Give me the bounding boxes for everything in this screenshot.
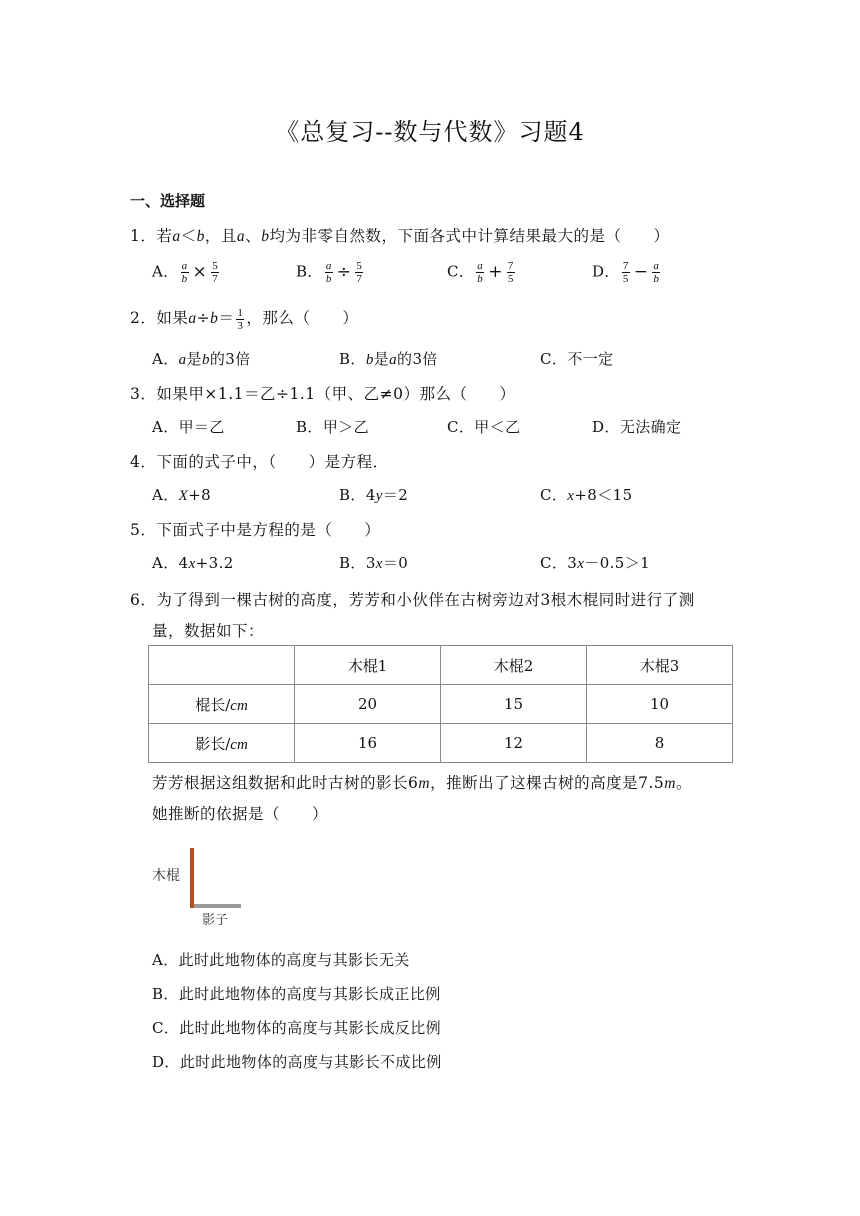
option-text: 3 [567, 554, 578, 572]
q1-text: ，且 [204, 227, 237, 245]
stick-shadow-figure [150, 845, 250, 930]
option-label: C． [447, 262, 475, 281]
q1-option-c[interactable] [447, 260, 517, 285]
var-x: x [567, 488, 575, 504]
option-label: D． [592, 262, 620, 281]
table-header-cell: 木棍1 [295, 646, 441, 685]
table-row [149, 724, 733, 763]
numerator: 1 [237, 306, 244, 319]
fraction [211, 260, 219, 285]
q1-text: 均为非零自然数，下面各式中计算结果最大的是（ ） [269, 227, 670, 245]
var-a: a [188, 310, 197, 327]
option-text: 4 [178, 554, 189, 572]
q2-number: 2． [130, 309, 157, 327]
row-label-text: 棍长/ [195, 695, 231, 714]
stick-bar [190, 848, 194, 908]
q3-option-a[interactable]: A．甲＝乙 [152, 418, 225, 436]
q4-option-b[interactable] [339, 484, 408, 505]
q6-option-a[interactable]: A．此时此地物体的高度与其影长无关 [152, 951, 410, 969]
fraction [236, 307, 244, 332]
table-cell: 10 [587, 685, 733, 724]
q1-text: 、 [245, 227, 262, 245]
operator: ＝ [218, 309, 235, 327]
numerator: 7 [622, 260, 629, 272]
var-b: b [196, 228, 205, 245]
option-label: C． [540, 486, 568, 504]
option-label: B． [339, 350, 366, 368]
q1-number: 1． [130, 227, 157, 245]
numerator: a [181, 260, 188, 272]
var-x: x [188, 556, 196, 572]
operator: ÷ [196, 309, 211, 327]
var-x: x [375, 556, 383, 572]
denominator: 3 [237, 319, 244, 332]
q5-option-b[interactable] [339, 552, 408, 573]
operator: × [192, 261, 208, 282]
q3-option-b[interactable]: B．甲＞乙 [296, 418, 370, 436]
question-5: 5．下面式子中是方程的是（ ） [130, 521, 381, 539]
q2-text: ，那么（ ） [246, 309, 359, 327]
var-b: b [365, 352, 374, 368]
shadow-label: 影子 [202, 913, 229, 928]
q6-option-c[interactable]: C．此时此地物体的高度与其影长成反比例 [152, 1019, 442, 1037]
q3-option-d[interactable]: D．无法确定 [592, 418, 682, 436]
question-3: 3．如果甲×1.1＝乙÷1.1（甲、乙≠0）那么（ ） [130, 385, 516, 403]
option-label: A． [152, 554, 179, 572]
table-header-cell [149, 646, 295, 685]
q1-text: 若 [156, 227, 173, 245]
fraction [325, 260, 333, 285]
fraction [507, 260, 515, 285]
table-cell: 8 [587, 724, 733, 763]
question-4: 4．下面的式子中，（ ）是方程． [130, 453, 389, 471]
table-header-cell: 木棍3 [587, 646, 733, 685]
q6-text: 。 [675, 774, 692, 792]
numerator: 5 [356, 260, 363, 272]
denominator: 7 [356, 273, 363, 285]
q5-option-a[interactable] [152, 552, 234, 573]
unit: cm [230, 736, 248, 753]
option-text: ＝2 [382, 486, 409, 504]
unit: m [664, 775, 676, 792]
q6-option-b[interactable]: B．此时此地物体的高度与其影长成正比例 [152, 985, 441, 1003]
q4-option-c[interactable] [540, 484, 633, 505]
denominator: 7 [212, 273, 219, 285]
numerator: a [477, 260, 484, 272]
denominator: 5 [507, 273, 514, 285]
q6-followup-line1 [152, 771, 692, 793]
question-6-line1: 6．为了得到一棵古树的高度，芳芳和小伙伴在古树旁边对3根木棍同时进行了测 [130, 591, 695, 609]
var-x: x [577, 556, 585, 572]
fraction [476, 260, 484, 285]
var-b: b [210, 310, 219, 327]
q6-followup-line2: 她推断的依据是（ ） [152, 805, 329, 823]
q1-option-b[interactable] [296, 260, 365, 285]
option-text: 是 [373, 350, 390, 368]
q6-option-d[interactable]: D．此时此地物体的高度与其影长不成比例 [152, 1053, 442, 1071]
option-text: －0.5＞1 [584, 554, 651, 572]
var-a: a [389, 352, 398, 368]
option-label: B． [339, 554, 366, 572]
q6-text: ，推断出了这棵古树的高度是7.5 [430, 774, 665, 792]
numerator: a [325, 260, 332, 272]
option-text: 4 [365, 486, 376, 504]
denominator: b [181, 273, 188, 285]
option-label: B． [339, 486, 366, 504]
q2-option-c[interactable] [540, 348, 613, 369]
var-a: a [236, 228, 246, 245]
q2-option-b[interactable] [339, 348, 438, 369]
table-cell: 15 [441, 685, 587, 724]
table-cell: 12 [441, 724, 587, 763]
var-y: y [375, 488, 383, 504]
fraction [622, 260, 630, 285]
question-6-line2: 量，数据如下： [152, 622, 265, 640]
option-text: +8＜15 [574, 486, 633, 504]
denominator: 5 [622, 273, 629, 285]
numerator: a [653, 260, 660, 272]
option-label: A． [152, 262, 179, 281]
q3-option-c[interactable]: C．甲＜乙 [447, 418, 521, 436]
q5-option-c[interactable] [540, 552, 650, 573]
section-heading: 一、选择题 [130, 192, 206, 210]
unit: cm [230, 697, 248, 714]
q1-option-a[interactable] [152, 260, 221, 285]
question-1 [130, 224, 669, 246]
denominator: b [477, 273, 484, 285]
fraction [355, 260, 363, 285]
fraction [652, 260, 660, 285]
table-header-row [149, 646, 733, 685]
table-header-cell: 木棍2 [441, 646, 587, 685]
stick-shadow-diagram [150, 845, 250, 930]
q1-option-d[interactable] [592, 260, 662, 285]
option-label: A． [152, 350, 179, 368]
shadow-bar [193, 904, 241, 908]
row-label [149, 685, 295, 724]
row-label [149, 724, 295, 763]
option-text: ＝0 [382, 554, 409, 572]
option-text: 不一定 [567, 350, 614, 368]
table-row [149, 685, 733, 724]
operator: + [488, 261, 503, 282]
option-text: +8 [188, 486, 212, 504]
operator: − [633, 261, 649, 282]
option-label: C． [540, 350, 568, 368]
operator: ÷ [336, 261, 352, 282]
var-a: a [178, 352, 187, 368]
option-label: A． [152, 486, 179, 504]
q2-option-a[interactable] [152, 348, 251, 369]
table-cell: 16 [295, 724, 441, 763]
option-label: B． [296, 262, 323, 281]
row-label-text: 影长/ [195, 734, 231, 753]
measurement-table [148, 645, 733, 763]
unit: m [418, 775, 431, 792]
q2-text: 如果 [156, 309, 189, 327]
option-text: +3.2 [195, 554, 234, 572]
var-b: b [201, 352, 210, 368]
q6-text: 芳芳根据这组数据和此时古树的影长6 [152, 774, 419, 792]
denominator: b [653, 273, 660, 285]
option-text: 的3倍 [397, 350, 438, 368]
option-label: C． [540, 554, 568, 572]
var-a: a [172, 228, 181, 245]
option-text: 的3倍 [209, 350, 251, 368]
table-cell: 20 [295, 685, 441, 724]
denominator: b [325, 273, 332, 285]
var-x: X [178, 488, 189, 504]
numerator: 7 [507, 260, 514, 272]
q1-text: ＜ [180, 227, 197, 245]
page-title: 《总复习--数与代数》习题4 [275, 118, 585, 146]
fraction [181, 260, 189, 285]
q4-option-a[interactable] [152, 484, 211, 505]
stick-label: 木棍 [152, 868, 180, 884]
numerator: 5 [212, 260, 219, 272]
var-b: b [261, 228, 270, 245]
option-text: 3 [365, 554, 376, 572]
option-text: 是 [186, 350, 202, 368]
question-2 [130, 306, 358, 332]
